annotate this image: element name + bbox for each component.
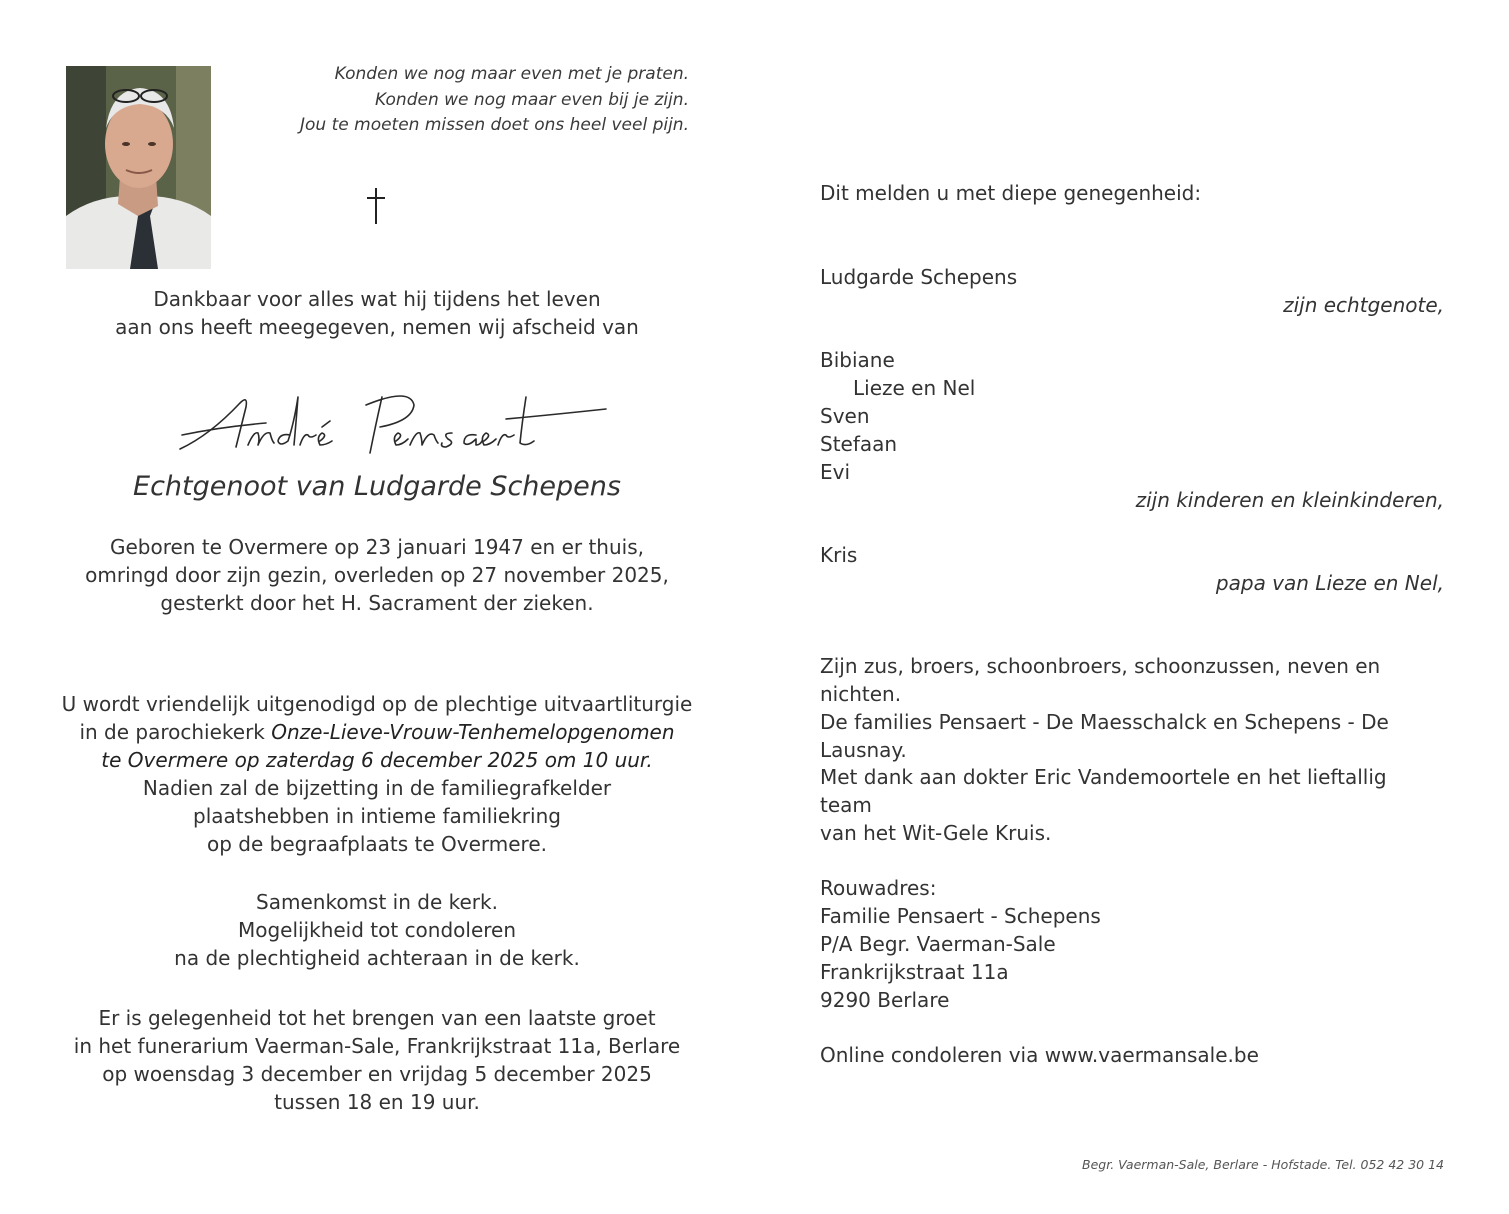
ceremony-prefix: in de parochiekerk	[79, 720, 272, 744]
gathering-text	[60, 888, 694, 972]
spouse-name: Ludgarde Schepens	[820, 265, 1018, 289]
children-role: zijn kinderen en kleinkinderen,	[1135, 488, 1444, 512]
birth-line: Geboren te Overmere op 23 januari 1947 en er thuis,	[109, 535, 644, 559]
ceremony-datetime: te Overmere op zaterdag 6 december 2025 om 10 uur.	[101, 748, 653, 772]
thanks-line: Met dank aan dokter Eric Vandemoortele en het lieftallig team	[820, 765, 1387, 817]
birth-line: omringd door zijn gezin, overleden op 27 november 2025,	[85, 563, 669, 587]
ceremony-text	[60, 690, 694, 858]
address-line: 9290 Berlare	[820, 988, 950, 1012]
poem	[230, 62, 689, 139]
kris-role: papa van Lieze en Nel,	[1215, 571, 1444, 595]
gathering-line: Samenkomst in de kerk.	[256, 890, 498, 914]
kris-block	[820, 541, 1444, 597]
portrait-photo	[66, 66, 211, 269]
ceremony-line	[60, 718, 694, 746]
intro-line: Dankbaar voor alles wat hij tijdens het leven	[153, 287, 601, 311]
ceremony-line	[60, 746, 694, 774]
family-line: De families Pensaert - De Maesschalck en Schepens - De Lausnay.	[820, 710, 1389, 762]
child-name: Stefaan	[820, 432, 898, 456]
deceased-name-signature	[170, 383, 620, 463]
address-line: Familie Pensaert - Schepens	[820, 904, 1101, 928]
kris-name: Kris	[820, 543, 858, 567]
ceremony-line: op de begraafplaats te Overmere.	[207, 832, 547, 856]
address-line: P/A Begr. Vaerman-Sale	[820, 932, 1056, 956]
visit-line: op woensdag 3 december en vrijdag 5 december 2025	[102, 1062, 652, 1086]
ceremony-line: Nadien zal de bijzetting in de familiegrafkelder	[142, 776, 612, 800]
ceremony-line: U wordt vriendelijk uitgenodigd op de plechtige uitvaartliturgie	[61, 692, 693, 716]
online-block	[820, 1041, 1444, 1069]
gathering-line: na de plechtigheid achteraan in de kerk.	[174, 946, 580, 970]
poem-line: Jou te moeten missen doet ons heel veel pijn.	[300, 115, 689, 135]
ceremony-line: plaatshebben in intieme familiekring	[193, 804, 561, 828]
family-block	[820, 652, 1444, 764]
birth-line: gesterkt door het H. Sacrament der zieken.	[160, 591, 594, 615]
gathering-line: Mogelijkheid tot condoleren	[237, 918, 517, 942]
church-name: Onze-Lieve-Vrouw-Tenhemelopgenomen	[271, 720, 675, 744]
cross-icon	[364, 186, 388, 226]
address-label: Rouwadres:	[820, 876, 937, 900]
spouse-role: zijn echtgenote,	[1283, 293, 1444, 317]
child-name: Sven	[820, 404, 870, 428]
spouse-block	[820, 263, 1444, 319]
address-block	[820, 874, 1444, 1014]
intro-line: aan ons heeft meegegeven, nemen wij afscheid van	[115, 315, 639, 339]
visit-text	[60, 1004, 694, 1116]
poem-line: Konden we nog maar even met je praten.	[334, 64, 689, 84]
thanks-line: van het Wit-Gele Kruis.	[820, 821, 1052, 845]
child-name: Evi	[820, 460, 851, 484]
birth-death-text	[60, 533, 694, 617]
thanks-block	[820, 763, 1444, 847]
grandchild-names: Lieze en Nel	[853, 376, 976, 400]
visit-line: tussen 18 en 19 uur.	[274, 1090, 480, 1114]
children-block	[820, 346, 1444, 514]
announce-line: Dit melden u met diepe genegenheid:	[820, 181, 1202, 205]
visit-line: Er is gelegenheid tot het brengen van een laatste groet	[98, 1006, 656, 1030]
poem-line: Konden we nog maar even bij je zijn.	[374, 89, 689, 110]
spouse-subtitle: Echtgenoot van Ludgarde Schepens	[133, 471, 621, 502]
footer-credit: Begr. Vaerman-Sale, Berlare - Hofstade. Tel. 052 42 30 14	[1082, 1157, 1444, 1172]
intro-text	[60, 285, 694, 341]
family-line: Zijn zus, broers, schoonbroers, schoonzussen, neven en nichten.	[820, 654, 1381, 706]
visit-line: in het funerarium Vaerman-Sale, Frankrijkstraat 11a, Berlare	[73, 1034, 681, 1058]
address-line: Frankrijkstraat 11a	[820, 960, 1009, 984]
online-condolence-link[interactable]: Online condoleren via www.vaermansale.be	[820, 1043, 1259, 1067]
announcement	[820, 179, 1444, 207]
child-name: Bibiane	[820, 348, 895, 372]
